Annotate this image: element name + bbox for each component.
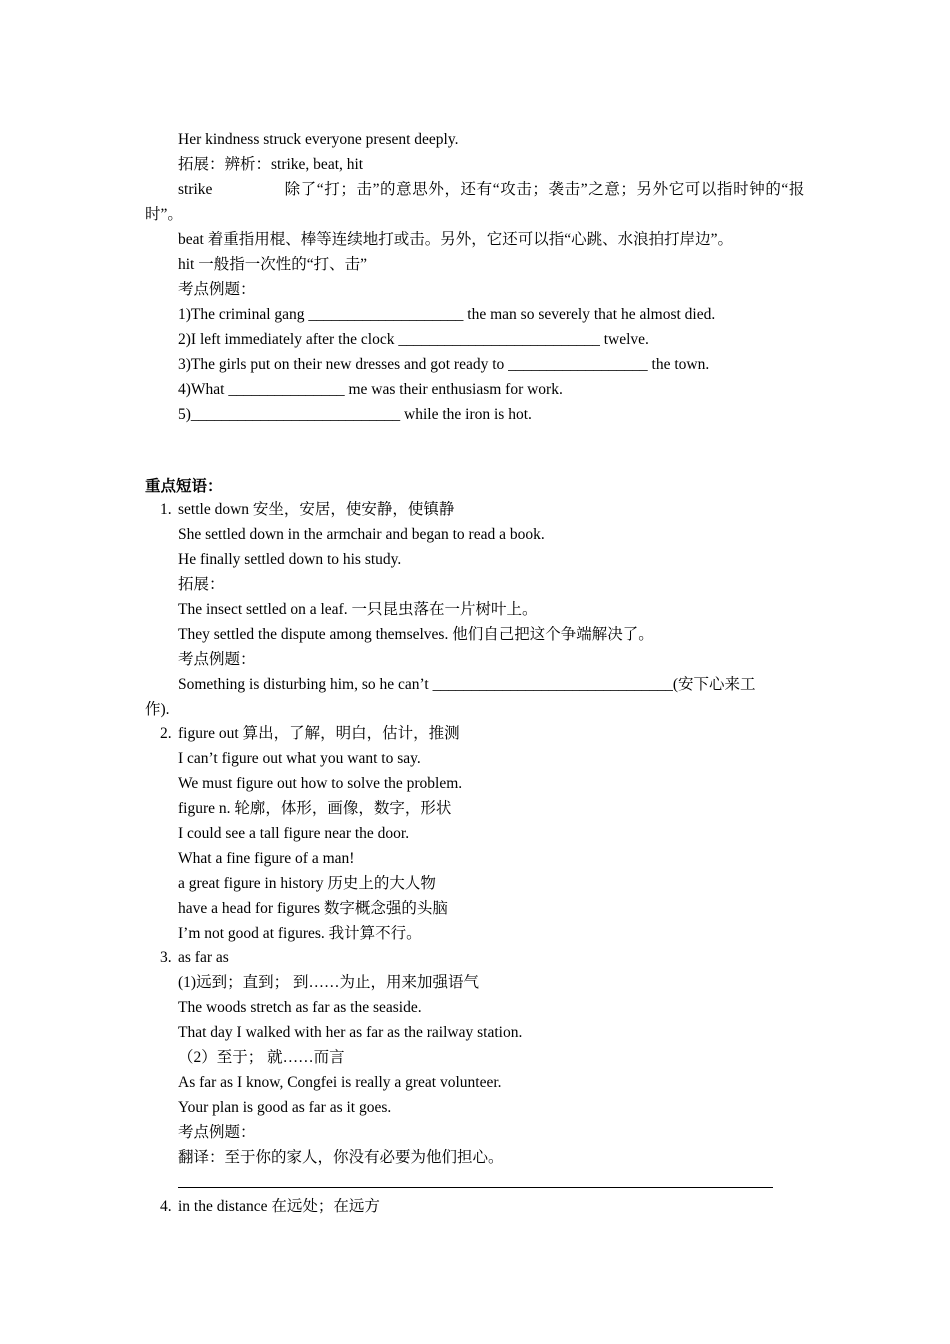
- item-number: 3.: [160, 949, 172, 966]
- exercise-question: 1)The criminal gang ____________________ the man so severely that he almost died.: [178, 306, 716, 323]
- phrase-line: He finally settled down to his study.: [178, 551, 402, 568]
- strike-explanation-cont: 时”。: [145, 206, 183, 223]
- extension-heading: 拓展：辨析：strike, beat, hit: [178, 156, 364, 173]
- item-number: 2.: [160, 725, 172, 742]
- phrase-line: （2）至于； 就……而言: [178, 1049, 345, 1066]
- phrase-line: Your plan is good as far as it goes.: [178, 1099, 392, 1116]
- phrase-line: I could see a tall figure near the door.: [178, 825, 410, 842]
- strike-explanation: 除了“打；击”的意思外，还有“攻击；袭击”之意；另外它可以指时钟的“报: [284, 181, 805, 198]
- exercise-question: 3)The girls put on their new dresses and got ready to __________________ the town.: [178, 356, 710, 373]
- phrase-line: 考点例题：: [178, 651, 256, 668]
- exam-heading: 考点例题：: [178, 281, 256, 298]
- phrase-title: in the distance 在远处；在远方: [178, 1198, 380, 1215]
- phrase-line: 考点例题：: [178, 1124, 256, 1141]
- section-heading: 重点短语：: [145, 478, 223, 495]
- phrase-title: as far as: [178, 949, 229, 966]
- phrase-line: As far as I know, Congfei is really a great volunteer.: [178, 1074, 502, 1091]
- exercise-question: 2)I left immediately after the clock __________________________ twelve.: [178, 331, 649, 348]
- phrase-line: (1)远到；直到； 到……为止，用来加强语气: [178, 974, 479, 991]
- strike-explanation-line: [178, 180, 805, 200]
- phrase-line: The insect settled on a leaf. 一只昆虫落在一片树叶上。: [178, 601, 538, 618]
- strike-word: strike: [178, 181, 213, 198]
- phrase-line: We must figure out how to solve the problem.: [178, 775, 463, 792]
- phrase-line: They settled the dispute among themselves. 他们自己把这个争端解决了。: [178, 626, 654, 643]
- phrase-line: I can’t figure out what you want to say.: [178, 750, 421, 767]
- exercise-question: 4)What _______________ me was their enthusiasm for work.: [178, 381, 563, 398]
- hit-explanation: hit 一般指一次性的“打、击”: [178, 256, 367, 273]
- phrase-title: figure out 算出，了解，明白，估计，推测: [178, 725, 460, 742]
- phrase-line: figure n. 轮廓，体形，画像，数字，形状: [178, 800, 452, 817]
- item-number: 1.: [160, 501, 172, 518]
- item-number: 4.: [160, 1198, 172, 1215]
- exercise-question-cont: 作).: [145, 701, 170, 718]
- phrase-line: The woods stretch as far as the seaside.: [178, 999, 422, 1016]
- phrase-line: have a head for figures 数字概念强的头脑: [178, 900, 448, 917]
- phrase-line: What a fine figure of a man!: [178, 850, 355, 867]
- phrase-line: 拓展：: [178, 576, 225, 593]
- phrase-line: a great figure in history 历史上的大人物: [178, 875, 436, 892]
- exercise-question: Something is disturbing him, so he can’t _______________________________(安下心来工: [178, 676, 756, 693]
- phrase-line: She settled down in the armchair and began to read a book.: [178, 526, 545, 543]
- beat-explanation: beat 着重指用棍、棒等连续地打或击。另外，它还可以指“心跳、水浪拍打岸边”。: [178, 231, 733, 248]
- answer-blank-line: [178, 1187, 773, 1188]
- phrase-line: I’m not good at figures. 我计算不行。: [178, 925, 422, 942]
- exercise-question: 5)___________________________ while the iron is hot.: [178, 406, 532, 423]
- phrase-line: 翻译：至于你的家人，你没有必要为他们担心。: [178, 1149, 504, 1166]
- phrase-line: That day I walked with her as far as the railway station.: [178, 1024, 523, 1041]
- phrase-title: settle down 安坐，安居，使安静，使镇静: [178, 501, 455, 518]
- example-sentence: Her kindness struck everyone present deeply.: [178, 131, 459, 148]
